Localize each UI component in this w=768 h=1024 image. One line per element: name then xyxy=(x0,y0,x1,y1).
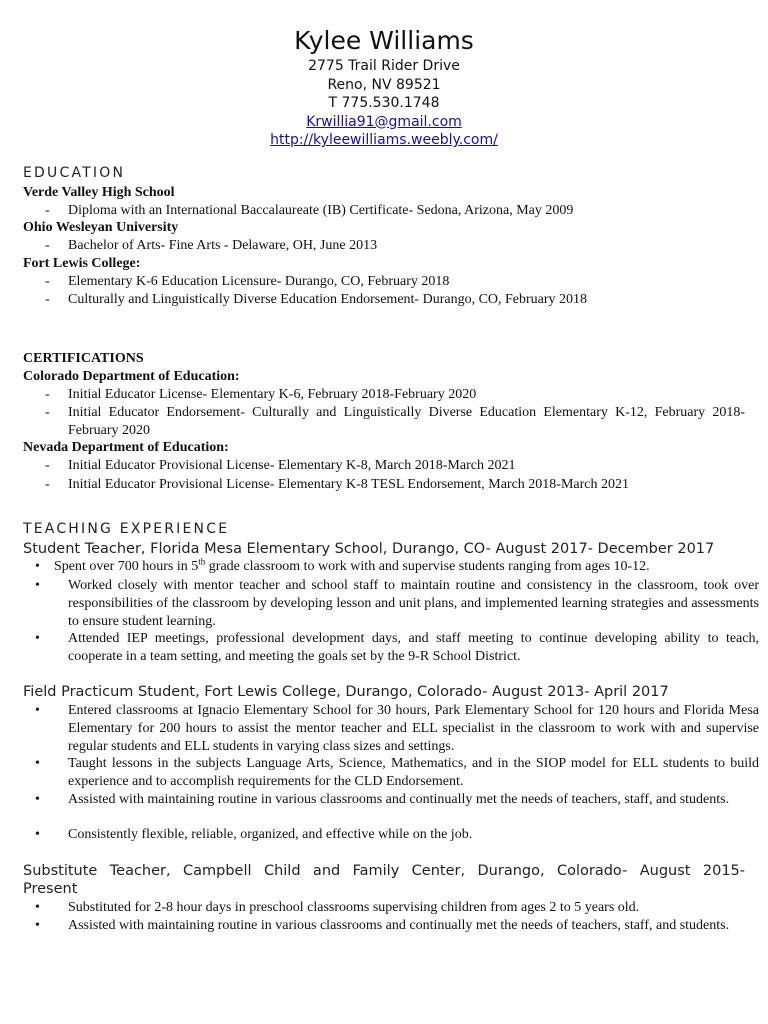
experience-heading: TEACHING EXPERIENCE xyxy=(23,521,230,537)
phone-number: T 775.530.1748 xyxy=(328,95,440,111)
school-name: Fort Lewis College: xyxy=(23,256,141,271)
job-title: Student Teacher, Florida Mesa Elementary School, Durango, CO- August 2017- December 2017 xyxy=(23,541,715,557)
school-name: Verde Valley High School xyxy=(23,185,175,200)
cert-group-name: Nevada Department of Education: xyxy=(23,440,229,455)
school-name: Ohio Wesleyan University xyxy=(23,220,179,235)
resume-page: Kylee Williams 2775 Trail Rider Drive Reno, NV 89521 T 775.530.1748 Krwillia91@gmail.com http://kyleewilliams.weebly.com/ EDUCATION Verde Valley High School - Diploma with an International Baccalaureate (IB) Certificate- Sedona, Arizona, May 2009 Ohio Wesleyan University - Bachelor of Arts- Fine Arts - Delaware, OH, June 2013 Fort Lewis College: - Elementary K-6 Education Licensure- Durango, CO, February 2018 - Culturally and Linguistically Diverse Education Endorsement- Durango, CO, February 2018 CERTIFICATIONS Colorado Department of Education: - Initial Educator License- Elementary K-6, February 2018-February 2020 - Initial Educator Endorsement- Culturally and Linguistically Diverse Education Elementary K-12, February 2018-February 2020 Nevada Department of Education: - Initial Educator Provisional License- Elementary K-8, March 2018-March 2021 - Initial Educator Provisional License- Elementary K-8 TESL Endorsement, March 2018-March 2021 TEACHING EXPERIENCE Student Teacher, Florida Mesa Elementary School, Durango, CO- August 2017- December 2017 • Spent over 700 hours in 5th grade classroom to work with and supervise students ranging from ages 10-12. • Worked closely with mentor teacher and school staff to maintain routine and consistency in the classroom, took over responsibilities of the classroom by developing lesson and unit plans, and implemented learning strategies and assessments to ensure student learning. • Attended IEP meetings, professional development days, and staff meeting to continue developing ability to teach, cooperate in a team setting, and meeting the goals set by the 9-R School District. Field Practicum Student, Fort Lewis College, Durango, Colorado- August 2013- April 2017 • Entered classrooms at Ignacio Elementary School for 30 hours, Park Elementary School for 120 hours and Florida Mesa Elementary for 200 hours to assist the mentor teacher and ELL specialist in the classroom to work with and supervise regular students and ELL students in varying class sizes and settings. • Taught lessons in the subjects Language Arts, Science, Mathematics, and in the SIOP model for ELL students to build experience and to accomplish requirements for the CLD Endorsement. • Assisted with maintaining routine in various classrooms and continually met the needs of teachers, staff, and students. • Consistently flexible, reliable, organized, and effective while on the job. Substitute Teacher, Campbell Child and Family Center, Durango, Colorado- August 2015- Present • Substituted for 2-8 hour days in preschool classrooms supervising children from ages 2 to 5 years old. • Assisted with maintaining routine in various classrooms and continually met the needs of teachers, staff, and students. xyxy=(0,0,768,1024)
candidate-name: Kylee Williams xyxy=(294,26,474,55)
website-link[interactable]: http://kyleewilliams.weebly.com/ xyxy=(270,132,498,148)
cert-group-name: Colorado Department of Education: xyxy=(23,369,240,384)
address-line-2: Reno, NV 89521 xyxy=(327,76,441,93)
job-title-continued: Present xyxy=(23,881,78,897)
email-link[interactable]: Krwillia91@gmail.com xyxy=(306,113,462,130)
job-title: Substitute Teacher, Campbell Child and Family Center, Durango, Colorado- August 2015- xyxy=(23,863,745,879)
resume-header xyxy=(0,26,768,150)
job-title: Field Practicum Student, Fort Lewis College, Durango, Colorado- August 2013- April 2017 xyxy=(23,684,669,700)
cert-item: - Initial Educator Endorsement- Culturally and Linguistically Diverse Education Elementary K-12, February 2018-February 2020 xyxy=(45,405,745,438)
education-heading: EDUCATION xyxy=(23,165,126,181)
certifications-heading: CERTIFICATIONS xyxy=(23,351,144,366)
address-line-1: 2775 Trail Rider Drive xyxy=(308,58,460,74)
